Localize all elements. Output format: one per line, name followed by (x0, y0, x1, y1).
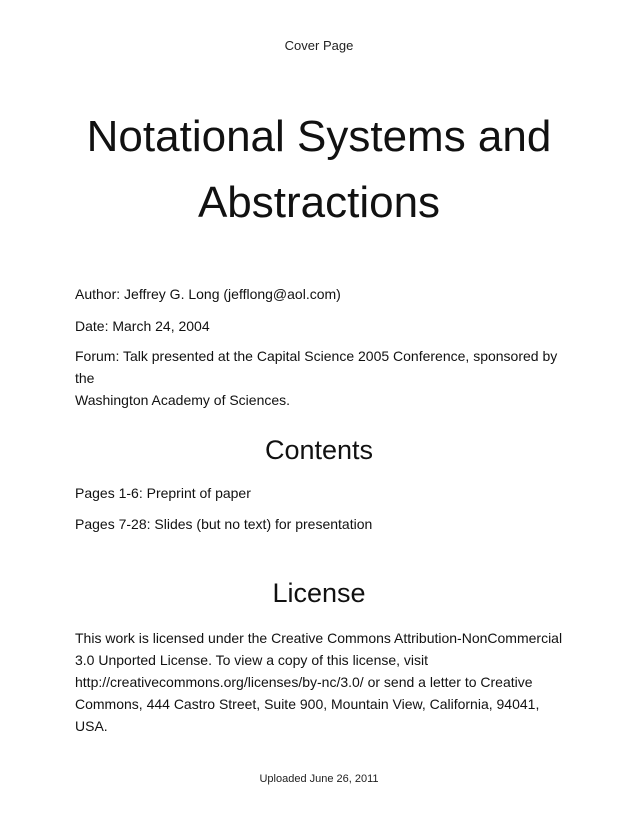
license-heading: License (272, 578, 366, 608)
page-footer: Uploaded June 26, 2011 (259, 773, 379, 785)
title-line-2: Abstractions (197, 178, 441, 227)
license-text (75, 627, 567, 737)
date-line: Date: March 24, 2004 (75, 318, 210, 334)
title-line-1: Notational Systems and (86, 112, 552, 161)
license-line-2: 3.0 Unported License. To view a copy of this license, visit (75, 652, 429, 668)
license-line-4: Commons, 444 Castro Street, Suite 900, Mountain View, California, 94041, USA. (75, 696, 540, 734)
document-title (40, 104, 598, 236)
license-line-1: This work is licensed under the Creative Commons Attribution-NonCommercial (75, 630, 563, 646)
author-line: Author: Jeffrey G. Long (jefflong@aol.com) (75, 286, 341, 302)
forum-line-1: Forum: Talk presented at the Capital Science 2005 Conference, sponsored by the (75, 348, 558, 386)
page-header: Cover Page (284, 38, 354, 53)
contents-item: Pages 1-6: Preprint of paper (75, 485, 251, 501)
forum-line-2: Washington Academy of Sciences. (75, 392, 291, 408)
contents-item: Pages 7-28: Slides (but no text) for presentation (75, 516, 373, 532)
license-line-3: http://creativecommons.org/licenses/by-nc/3.0/ or send a letter to Creative (75, 674, 533, 690)
forum-line (75, 345, 575, 411)
contents-heading: Contents (264, 435, 374, 465)
